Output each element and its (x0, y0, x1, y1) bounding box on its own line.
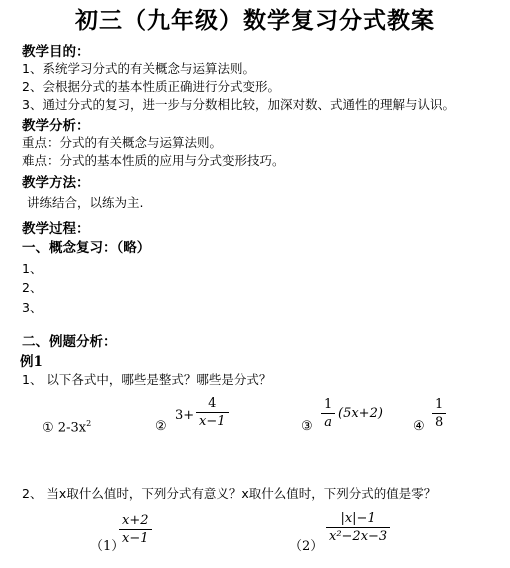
review-heading: 一、概念复习：（略） (22, 240, 151, 256)
numerator: 1 (435, 397, 444, 412)
q2-option-1-label: （1） (90, 539, 125, 554)
q1-option-2-label: ② (155, 419, 167, 434)
denominator: x−1 (119, 529, 152, 545)
question-2-text: 2、 当x取什么值时，下列分式有意义？x取什么值时，下列分式的值是零？ (22, 486, 437, 501)
q2-option-2-fraction (326, 512, 390, 543)
denominator: a (321, 413, 335, 429)
review-item-3: 3、 (22, 300, 43, 315)
objectives-heading: 教学目的： (22, 44, 90, 60)
denominator: x²−2x−3 (326, 527, 390, 543)
option-label: ① (42, 420, 54, 436)
method-heading: 教学方法： (22, 175, 90, 191)
analysis-heading: 教学分析： (22, 118, 90, 134)
page-title: 初三（九年级）数学复习分式教案 (75, 7, 435, 34)
q2-option-1-fraction (119, 514, 152, 545)
numerator: 1 (324, 397, 333, 412)
q1-option-3-label: ③ (301, 419, 313, 434)
q1-option-3-fraction (321, 398, 335, 429)
q2-option-2-label: （2） (289, 539, 324, 554)
method-text: 讲练结合，以练为主. (27, 195, 144, 210)
expression-base: 2-3x (57, 420, 87, 436)
exponent: 2 (86, 419, 92, 428)
objective-item-1: 1、系统学习分式的有关概念与运算法则。 (22, 61, 255, 76)
objective-item-2: 2、会根据分式的基本性质正确进行分式变形。 (22, 79, 280, 94)
q1-option-3-rest: (5x+2) (338, 406, 383, 421)
example-label: 例1 (20, 354, 43, 370)
q1-option-2-int: 3+ (175, 408, 195, 423)
key-point: 重点：分式的有关概念与运算法则。 (22, 135, 223, 150)
review-item-1: 1、 (22, 261, 43, 276)
q1-option-4-fraction (432, 398, 446, 429)
process-heading: 教学过程： (22, 221, 90, 237)
q1-option-2-fraction (196, 397, 229, 428)
q1-option-4-label: ④ (413, 419, 425, 434)
question-1-text: 1、 以下各式中，哪些是整式？哪些是分式？ (22, 372, 272, 387)
review-item-2: 2、 (22, 280, 43, 295)
numerator: 4 (208, 396, 217, 411)
q1-option-1 (42, 419, 91, 435)
examples-heading: 二、例题分析： (22, 334, 117, 350)
denominator: x−1 (196, 412, 229, 428)
objective-item-3: 3、通过分式的复习，进一步与分数相比较，加深对数、式通性的理解与认识。 (22, 97, 455, 112)
numerator: |x|−1 (340, 511, 376, 526)
difficulty-point: 难点：分式的基本性质的应用与分式变形技巧。 (22, 153, 285, 168)
denominator: 8 (432, 413, 446, 429)
numerator: x+2 (122, 513, 149, 528)
